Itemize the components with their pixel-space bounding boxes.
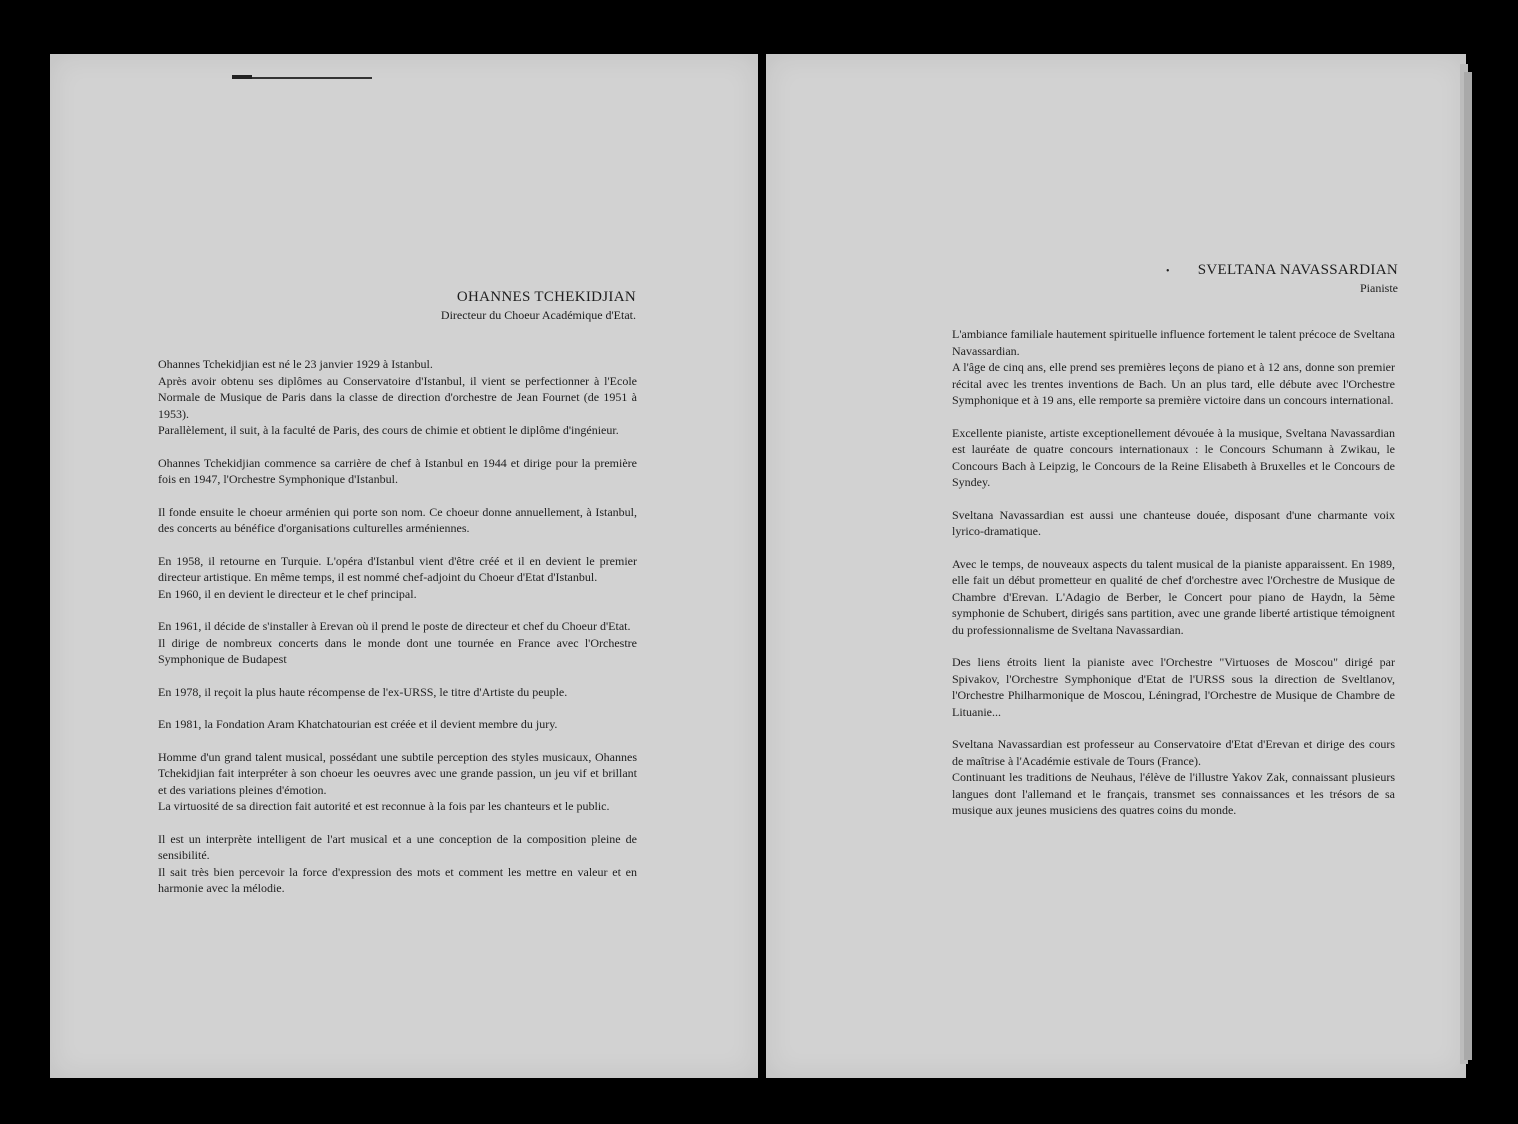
bio-line: En 1958, il retourne en Turquie. L'opéra d'Istanbul vient d'être créé et il en devient le premier directeur artistique. En même temps, il est nommé chef-adjoint du Choeur d'Etat d'Istanbul. [158,553,637,584]
bio-line: Sveltana Navassardian est professeur au Conservatoire d'Etat d'Erevan et dirige des cours de maîtrise à l'Académie estivale de Tours (France). [952,737,1395,768]
bio-line: Continuant les traditions de Neuhaus, l'élève de l'illustre Yakov Zak, connaissant plusieurs langues dont l'allemand et le français, transmet ses connaissances et les trésors de sa musique aux jeunes musiciens des quatres coins du monde. [952,770,1395,817]
bio-line: En 1960, il en devient le directeur et le chef principal. [158,586,417,601]
bio-line: Ohannes Tchekidjian commence sa carrière de chef à Istanbul en 1944 et dirige pour la première fois en 1947, l'Orchestre Symphonique d'Istanbul. [158,455,637,486]
bio-paragraph [158,618,637,668]
bio-paragraph [952,556,1395,639]
bio-line: Homme d'un grand talent musical, possédant une subtile perception des styles musicaux, Ohannes Tchekidjian fait interpréter à son choeur les oeuvres avec une grande passion, un jeu vif et brillant et des variations pleines d'émotion. [158,749,637,797]
bio-paragraph [158,684,637,701]
bio-line: Il sait très bien percevoir la force d'expression des mots et comment les mettre en valeur et en harmonie avec la mélodie. [158,864,637,895]
bio-line: Après avoir obtenu ses diplômes au Conservatoire d'Istanbul, il vient se perfectionner à l'Ecole Normale de Musique de Paris dans la classe de direction d'orchestre de Jean Fournet (de 1951 à 1953). [158,373,637,421]
bio-paragraph [158,553,637,603]
bio-paragraph [158,504,637,537]
top-rule [232,77,372,79]
bio-line: Excellente pianiste, artiste exceptionellement dévouée à la musique, Sveltana Navassardian est lauréate de quatre concours internationaux : le Concours Schumann à Zwikau, le Concours Bach à Leipzig, le Concours de la Reine Elisabeth à Bruxelles et le Concours de Syndey. [952,425,1395,489]
person-name: SVELTANA NAVASSARDIAN [1197,262,1398,278]
bio-line: Avec le temps, de nouveaux aspects du talent musical de la pianiste apparaissent. En 1989, elle fait un début prometteur en qualité de chef d'orchestre avec l'Orchestre de Musique de Chambre d'Erevan. L'Adagio de Berber, le Concert pour piano de Haydn, la 5ème symphonie de Schubert, dirigés sans partition, avec une grande liberté artistique témoignent du professionnalisme de Sveltana Navassardian. [952,556,1395,637]
bio-line: Parallèlement, il suit, à la faculté de Paris, des cours de chimie et obtient le diplôme d'ingénieur. [158,423,619,437]
bio-line: Il fonde ensuite le choeur arménien qui porte son nom. Ce choeur donne annuellement, à Istanbul, des concerts au bénéfice d'organisations culturelles arméniennes. [158,504,637,535]
left-biography [158,356,637,913]
bio-line: Sveltana Navassardian est aussi une chanteuse douée, disposant d'une charmante voix lyrico-dramatique. [952,507,1395,538]
bio-paragraph [952,736,1395,819]
bio-paragraph [952,425,1395,491]
bio-paragraph [158,356,637,439]
bullet-mark: • [1166,266,1170,277]
bio-paragraph [158,455,637,488]
right-header [1160,262,1398,296]
bio-line: La virtuosité de sa direction fait autorité et est reconnue à la fois par les chanteurs et le public. [158,799,610,813]
person-role: Directeur du Choeur Académique d'Etat. [440,308,636,322]
sheet-edge [1464,72,1472,1060]
bio-line: En 1961, il décide de s'installer à Erevan où il prend le poste de directeur et chef du Choeur d'Etat. [158,619,631,633]
bio-line: Des liens étroits lient la pianiste avec l'Orchestre "Virtuoses de Moscou" dirigé par Spivakov, l'Orchestre Symphonique d'Etat de l'URSS sous la direction de Sveltlanov, l'Orchestre Philharmonique de Moscou, Léningrad, l'Orchestre de Musique de Chambre de Lituanie... [952,655,1395,719]
bio-line: En 1981, la Fondation Aram Khatchatourian est créée et il devient membre du jury. [158,717,558,731]
left-header [340,289,636,323]
person-role: Pianiste [1360,281,1398,295]
bio-paragraph [158,716,637,733]
bio-line: Il dirige de nombreux concerts dans le monde dont une tournée en France avec l'Orchestre Symphonique de Budapest [158,635,637,666]
bio-line: Il est un interprète intelligent de l'art musical et a une conception de la composition pleine de sensibilité. [158,831,637,862]
right-biography [952,326,1395,835]
bio-line: A l'âge de cinq ans, elle prend ses premières leçons de piano et à 12 ans, donne son premier récital avec les trentes inventions de Bach. Un an plus tard, elle débute avec l'Orchestre Symphonique et à 19 ans, elle remporte sa première victoire dans un concours international. [952,360,1395,407]
bio-line: L'ambiance familiale hautement spirituelle influence fortement le talent précoce de Sveltana Navassardian. [952,327,1395,358]
bio-line: En 1978, il reçoit la plus haute récompense de l'ex-URSS, le titre d'Artiste du peuple. [158,684,568,699]
person-name: OHANNES TCHEKIDJIAN [456,289,636,305]
bio-paragraph [952,326,1395,409]
bio-paragraph [952,507,1395,540]
bio-paragraph [158,831,637,897]
bio-line: Ohannes Tchekidjian est né le 23 janvier 1929 à Istanbul. [158,357,433,371]
bio-paragraph [158,749,637,815]
top-rule-mark [232,75,252,79]
bio-paragraph [952,654,1395,720]
